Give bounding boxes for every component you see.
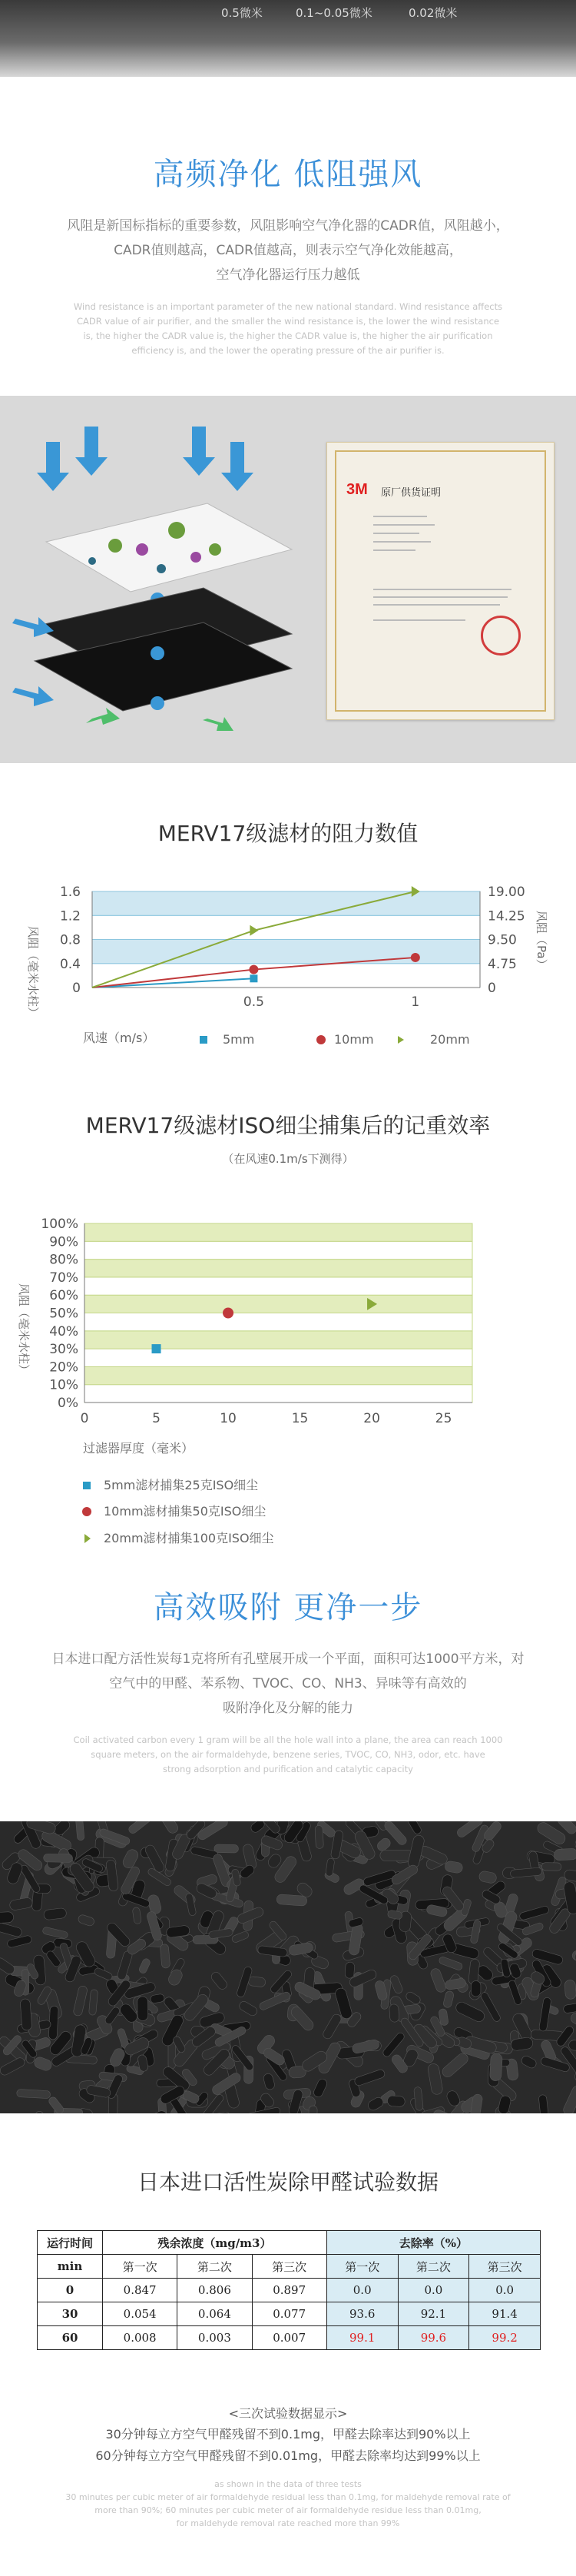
carbon-pellet <box>345 1962 355 1979</box>
carbon-pellet <box>315 1825 323 1849</box>
chart1-left-axis-label: 风阻（毫米水柱） <box>26 926 40 1019</box>
carbon-pellet <box>520 2054 538 2070</box>
carbon-pellet <box>159 1821 180 1835</box>
data-point <box>152 1344 161 1353</box>
table-cell: 0.003 <box>177 2326 252 2350</box>
trial-label: 第二次 <box>398 2255 469 2279</box>
notes-en-line: for maldehyde removal rate reached more than 99% <box>176 2518 400 2528</box>
table-cell: 91.4 <box>469 2302 541 2326</box>
gridline-band <box>84 1295 472 1313</box>
certificate-title: 原厂供货证明 <box>381 487 442 499</box>
carbon-pellet <box>248 1976 266 1987</box>
notes-line: 30分钟每立方空气甲醛残留不到0.1mg，甲醛去除率达到90%以上 <box>105 2427 471 2442</box>
supply-certificate <box>326 442 554 720</box>
purify-desc-line: CADR值则越高，CADR值越高，则表示空气净化效能越高， <box>114 243 462 258</box>
carbon-pellet <box>406 1821 422 1835</box>
layer-marker-icon <box>151 646 164 660</box>
particle-label: 0.1~0.05微米 <box>296 6 372 20</box>
trial-label: 第三次 <box>469 2255 541 2279</box>
gridline-band <box>84 1223 472 1241</box>
carbon-pellet <box>563 2003 576 2013</box>
table-cell: 0.077 <box>252 2302 326 2326</box>
table-cell: 0.008 <box>103 2326 177 2350</box>
chart1-legend <box>200 1032 470 1047</box>
gridline-band <box>84 1385 472 1403</box>
gridline-band <box>84 1260 472 1277</box>
y-tick-label: 0% <box>58 1396 78 1411</box>
gridline-band <box>92 940 480 964</box>
y-tick-label: 40% <box>49 1323 78 1339</box>
filter-layers-illustration <box>0 396 323 763</box>
carbon-pellet <box>389 1974 404 1994</box>
particle-label: 0.5微米 <box>221 6 263 20</box>
carbon-pellet <box>127 1821 154 1835</box>
y2-tick-label: 4.75 <box>488 956 517 972</box>
table-row <box>38 2302 541 2326</box>
y2-tick-label: 0 <box>488 981 496 996</box>
legend-label: 5mm <box>223 1032 255 1047</box>
carbon-pellet <box>490 2053 503 2081</box>
carbon-pellet <box>17 2089 51 2098</box>
carbon-pellet <box>382 2031 406 2058</box>
test-title: 日本进口活性炭除甲醛试验数据 <box>137 2169 439 2195</box>
col-header-time-unit: min <box>38 2255 103 2279</box>
carbon-pellet <box>137 1997 148 2021</box>
chart2-y-axis-label: 风阻（毫米水柱） <box>17 1283 31 1376</box>
table-cell: 0.0 <box>398 2279 469 2302</box>
time-cell: 60 <box>38 2326 103 2350</box>
carbon-pellet <box>387 2096 406 2107</box>
carbon-pellet <box>48 2096 65 2113</box>
top-banner-image <box>0 0 576 77</box>
carbon-pellet <box>106 1860 119 1892</box>
carbon-pellet <box>498 2095 512 2113</box>
gridline-band <box>92 915 480 939</box>
legend-label: 10mm滤材捕集50克ISO细尘 <box>104 1504 266 1519</box>
carbon-pellet <box>538 2094 549 2113</box>
notes-en-line: as shown in the data of three tests <box>214 2479 362 2489</box>
carbon-pellet <box>468 1959 480 1985</box>
carbon-pellet <box>561 2084 576 2113</box>
carbon-pellet <box>168 2042 175 2069</box>
table-cell-highlight: 99.6 <box>398 2326 469 2350</box>
carbon-pellet <box>33 2056 53 2072</box>
legend-label: 20mm <box>430 1032 470 1047</box>
carbon-pellet <box>313 2077 329 2098</box>
formaldehyde-test-table <box>37 2230 541 2350</box>
col-header-time: 运行时间 <box>38 2231 103 2255</box>
data-point <box>223 1308 233 1319</box>
table-row <box>38 2326 541 2350</box>
gridline-band <box>84 1366 472 1384</box>
carbon-pellet <box>30 2110 45 2113</box>
table-cell: 0.0 <box>326 2279 398 2302</box>
y-tick-label: 80% <box>49 1252 78 1268</box>
carbon-pellets-image <box>0 1821 576 2113</box>
table-cell-highlight: 99.1 <box>326 2326 398 2350</box>
y-tick-label: 1.2 <box>59 908 81 925</box>
y-tick-label: 50% <box>49 1306 78 1322</box>
purify-en-line: Wind resistance is an important parameter of the new national standard. Wind resistance affects <box>73 301 503 312</box>
legend-label: 10mm <box>334 1032 374 1047</box>
layer-marker-icon <box>151 696 164 710</box>
table-cell: 0.007 <box>252 2326 326 2350</box>
legend-marker-5mm <box>83 1482 91 1489</box>
y-tick-label: 30% <box>49 1342 78 1358</box>
carbon-pellet <box>427 2063 443 2095</box>
carbon-pellet <box>104 2006 121 2026</box>
purify-desc-line: 风阻是新国标指标的重要参数，风阻影响空气净化器的CADR值，风阻越小， <box>67 218 509 234</box>
carbon-pellet <box>9 1897 33 1911</box>
adsorb-desc-line: 吸附净化及分解的能力 <box>223 1701 353 1716</box>
y-tick-label: 0.8 <box>59 932 81 948</box>
chart1-title: MERV17级滤材的阻力数值 <box>157 821 419 846</box>
carbon-pellet <box>442 1990 454 2008</box>
time-cell: 30 <box>38 2302 103 2326</box>
purify-desc-line: 空气净化器运行压力越低 <box>216 267 360 283</box>
activated-carbon-photo <box>0 1821 576 2113</box>
notes-en-line: more than 90%; 60 minutes per cubic meter of air formaldehyde residue less than 0.01mg, <box>94 2505 482 2515</box>
y-tick-label: 1.6 <box>59 885 81 900</box>
y2-tick-label: 9.50 <box>488 932 517 948</box>
carbon-pellet <box>0 1922 23 1937</box>
legend-marker-10mm <box>82 1507 91 1516</box>
gridline-band <box>84 1349 472 1366</box>
carbon-pellet <box>160 1944 170 1968</box>
carbon-pellet <box>389 2004 400 2023</box>
carbon-pellet <box>0 2056 26 2076</box>
trial-label: 第二次 <box>177 2255 252 2279</box>
col-header-removal: 去除率（%） <box>326 2231 540 2255</box>
carbon-pellet <box>322 2013 343 2040</box>
chart2-x-axis-label: 过滤器厚度（毫米） <box>83 1441 194 1456</box>
x-tick-label: 15 <box>291 1411 309 1426</box>
carbon-pellet <box>471 1981 481 1997</box>
certificate-seal-icon <box>481 616 521 656</box>
carbon-pellet <box>150 1993 165 2003</box>
table-cell: 0.897 <box>252 2279 326 2302</box>
chart2-subtitle: （在风速0.1m/s下测得） <box>222 1152 354 1166</box>
y-tick-label: 100% <box>41 1217 78 1232</box>
carbon-pellet <box>352 2039 380 2054</box>
efficiency-chart <box>0 1199 576 1568</box>
adsorb-desc-line: 空气中的甲醛、苯系物、TVOC、CO、NH3、异味等有高效的 <box>109 1676 467 1691</box>
carbon-pellet <box>20 1999 32 2031</box>
carbon-pellet <box>138 1957 151 1974</box>
x-tick-label: 0 <box>80 1411 89 1426</box>
x-tick-label: 20 <box>363 1411 380 1426</box>
trial-label: 第三次 <box>252 2255 326 2279</box>
table-cell: 93.6 <box>326 2302 398 2326</box>
y-tick-label: 60% <box>49 1288 78 1304</box>
legend-marker-20mm <box>84 1534 91 1543</box>
carbon-pellet <box>569 2011 576 2028</box>
table-cell: 0.847 <box>103 2279 177 2302</box>
y-tick-label: 0 <box>72 981 81 996</box>
carbon-pellet <box>238 2000 259 2017</box>
carbon-pellet <box>454 2000 486 2023</box>
purify-en-line: CADR value of air purifier, and the smaller the wind resistance is, the lower the wind resistance <box>76 316 500 327</box>
adsorb-title: 高效吸附 更净一步 <box>153 1590 423 1625</box>
table-cell: 0.054 <box>103 2302 177 2326</box>
adsorb-section <box>0 1583 576 1777</box>
carbon-pellet <box>88 1990 98 2016</box>
carbon-pellet <box>0 1911 14 1923</box>
y-tick-label: 90% <box>49 1234 78 1250</box>
carbon-pellet <box>541 1863 561 1871</box>
chart1-x-axis-label: 风速（m/s） <box>83 1031 155 1045</box>
carbon-pellet <box>231 1930 250 1944</box>
purify-section <box>0 150 576 358</box>
gridline-band <box>84 1331 472 1349</box>
carbon-pellet <box>185 1893 197 1916</box>
carbon-pellet <box>7 1935 32 1948</box>
carbon-pellet <box>117 1950 134 1980</box>
y-tick-label: 10% <box>49 1377 78 1393</box>
carbon-pellet <box>554 1848 576 1861</box>
chart2-legend <box>82 1478 274 1545</box>
table-cell: 92.1 <box>398 2302 469 2326</box>
table-cell-highlight: 99.2 <box>469 2326 541 2350</box>
carbon-pellet <box>440 2051 470 2079</box>
purify-en-line: is, the higher the CADR value is, the higher the CADR value is, the higher the air purification <box>83 330 493 341</box>
carbon-pellet <box>263 2073 276 2090</box>
notes-en-line: 30 minutes per cubic meter of air formaldehyde residual less than 0.1mg, for maldehyde removal rate of <box>65 2492 511 2502</box>
carbon-pellet <box>214 1844 239 1853</box>
gridline-band <box>84 1241 472 1259</box>
x-tick-label: 10 <box>220 1411 237 1426</box>
carbon-pellet <box>564 1980 576 2000</box>
x-tick-label: 25 <box>435 1411 452 1426</box>
legend-marker-10mm <box>316 1035 326 1044</box>
x-tick-label: 0.5 <box>243 994 264 1010</box>
purify-title: 高频净化 低阻强风 <box>153 157 423 192</box>
brand-logo: 3M <box>346 481 368 498</box>
legend-marker-5mm <box>200 1036 207 1044</box>
carbon-pellet <box>121 1847 141 1870</box>
carbon-pellet <box>380 1850 413 1861</box>
carbon-pellet <box>210 1970 229 1991</box>
carbon-pellet <box>144 1844 166 1874</box>
purify-en-line: efficiency is, and the lower the operating pressure of the air purifier is. <box>131 345 445 356</box>
carbon-pellet <box>250 1821 266 1834</box>
chart1-right-axis-label: 风阻（Pa） <box>535 911 548 971</box>
trial-label: 第一次 <box>103 2255 177 2279</box>
gridline-band <box>84 1313 472 1331</box>
carbon-pellet <box>78 1914 95 1927</box>
adsorb-en-line: square meters, on the air formaldehyde, benzene series, TVOC, CO, NH3, odor, etc. have <box>91 1749 485 1760</box>
chart2-title: MERV17级滤材ISO细尘捕集后的记重效率 <box>85 1113 491 1138</box>
data-point <box>250 974 257 982</box>
y2-tick-label: 19.00 <box>488 885 525 900</box>
table-row <box>38 2279 541 2302</box>
notes-line: 60分钟每立方空气甲醛残留不到0.01mg，甲醛去除率均达到99%以上 <box>95 2448 481 2463</box>
data-point <box>249 965 258 974</box>
carbon-pellet <box>445 1861 464 1874</box>
adsorb-en-line: strong adsorption and purification and catalytic capacity <box>163 1764 413 1774</box>
gridline-band <box>92 891 480 915</box>
carbon-pellet <box>73 1985 88 2017</box>
col-header-residual: 残余浓度（mg/m3） <box>103 2231 327 2255</box>
y-tick-label: 20% <box>49 1359 78 1376</box>
carbon-pellet <box>45 1950 61 1968</box>
carbon-pellet <box>43 1907 67 1920</box>
gridline-band <box>84 1277 472 1295</box>
carbon-pellet <box>44 1854 73 1862</box>
table-cell: 0.806 <box>177 2279 252 2302</box>
time-cell: 0 <box>38 2279 103 2302</box>
legend-label: 20mm滤材捕集100克ISO细尘 <box>104 1531 274 1545</box>
resistance-chart <box>0 865 576 1072</box>
data-point <box>411 953 420 962</box>
carbon-pellet <box>132 1907 141 1924</box>
particle-label: 0.02微米 <box>409 6 458 20</box>
adsorb-desc-line: 日本进口配方活性炭每1克将所有孔壁展开成一个平面，面积可达1000平方米，对 <box>51 1651 525 1667</box>
trial-label: 第一次 <box>326 2255 398 2279</box>
table-cell: 0.0 <box>469 2279 541 2302</box>
legend-marker-20mm <box>398 1036 404 1044</box>
legend-label: 5mm滤材捕集25克ISO细尘 <box>104 1478 259 1492</box>
filter-illustration <box>0 396 576 763</box>
x-tick-label: 5 <box>152 1411 161 1426</box>
carbon-pellet <box>439 1956 464 1971</box>
carbon-pellet <box>276 1894 307 1907</box>
table-cell: 0.064 <box>177 2302 252 2326</box>
carbon-pellet <box>75 1821 84 1841</box>
y2-tick-label: 14.25 <box>488 908 525 925</box>
y-tick-label: 70% <box>49 1270 78 1286</box>
carbon-pellet <box>167 1967 184 1987</box>
y-tick-label: 0.4 <box>59 956 81 972</box>
carbon-pellet <box>538 1997 551 2032</box>
carbon-pellet <box>42 1927 68 1939</box>
x-tick-label: 1 <box>411 994 420 1010</box>
carbon-pellet <box>478 1871 498 1884</box>
adsorb-en-line: Coil activated carbon every 1 gram will be all the hole wall into a plane, the area can reach 1000 <box>73 1734 503 1745</box>
carbon-pellet <box>353 2069 386 2086</box>
notes-heading: <三次试验数据显示> <box>228 2406 348 2421</box>
carbon-pellet <box>429 1967 447 1993</box>
test-notes <box>0 2404 576 2530</box>
carbon-pellet <box>519 1905 550 1920</box>
